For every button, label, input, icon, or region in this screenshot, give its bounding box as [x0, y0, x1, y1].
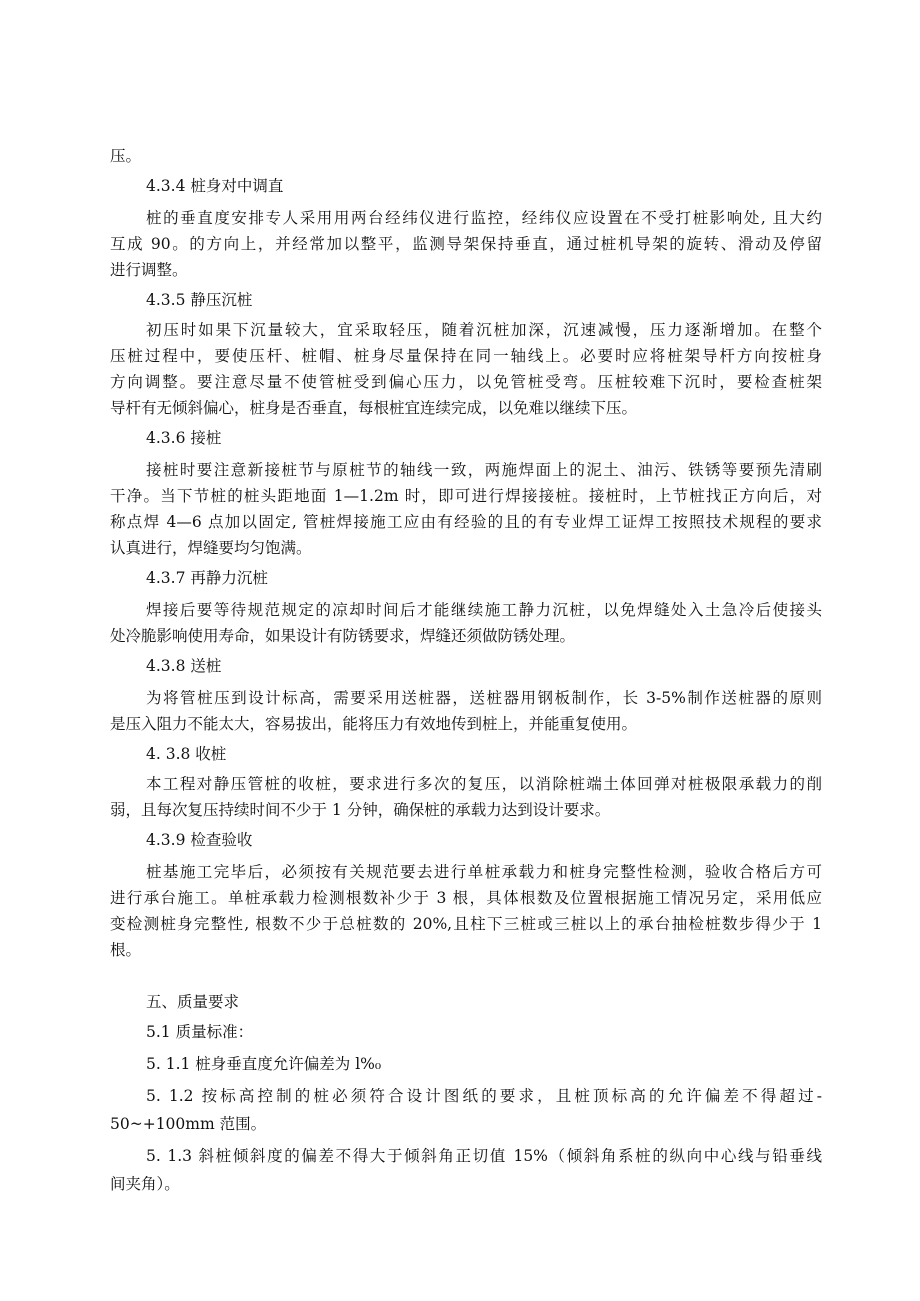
text-line: 根。 [110, 941, 142, 959]
text-line: 变检测桩身完整性, 根数不少于总桩数的 20%,且柱下三桩或三桩以上的承台抽检桩数步得少于 1 [110, 915, 822, 933]
text-line: 焊接后要等待规范规定的凉却时间后才能继续施工静力沉桩，以免焊缝处入土急冷后使接头 [146, 601, 822, 619]
text-line: 弱，且每次复压持续时间不少于 1 分钟，确保桩的承载力达到设计要求。 [110, 801, 611, 819]
text-line: 50~+100mm 范围。 [110, 1115, 267, 1133]
text-line: 互成 90。的方向上，并经常加以整平，监测导架保持垂直，通过桩机导架的旋转、滑动及停留 [110, 235, 822, 253]
section-heading-4-3-4: 4.3.4 桩身对中调直 [146, 177, 284, 195]
text-line: 桩基施工完毕后，必须按有关规范要去进行单桩承载力和桩身完整性检测，验收合格后方可 [146, 863, 822, 881]
section-heading-4-3-9: 4.3.9 检查验收 [146, 831, 253, 849]
section-heading-5-1: 5.1 质量标准： [146, 1023, 254, 1041]
text-line: 处冷脆影响使用寿命，如果设计有防锈要求，焊缝还须做防锈处理。 [110, 627, 576, 645]
text-line: 进行调整。 [110, 261, 188, 279]
text-line: 压桩过程中，要使压杆、桩帽、桩身尽量保持在同一轴线上。必要时应将桩架导杆方向按桩身 [110, 347, 822, 365]
section-heading-4-3-5: 4.3.5 静压沉桩 [146, 291, 253, 309]
section-heading-4-3-8: 4.3.8 送桩 [146, 657, 222, 675]
text-line: 5. 1.2 按标高控制的桩必须符合设计图纸的要求，且桩顶标高的允许偏差不得超过- [146, 1087, 822, 1105]
text-line: 认真进行，焊缝要均匀饱满。 [110, 539, 312, 557]
section-heading-4-3-6: 4.3.6 接桩 [146, 429, 222, 447]
text-line: 5. 1.3 斜桩倾斜度的偏差不得大于倾斜角正切值 15%（倾斜角系桩的纵向中心线与铅垂线 [146, 1147, 822, 1165]
text-line: 进行承台施工。单桩承载力检测根数补少于 3 根，具体根数及位置根据施工情况另定，采用低应 [110, 889, 822, 907]
text-line: 桩的垂直度安排专人采用用两台经纬仪进行监控，经纬仪应设置在不受打桩影响处, 且大约 [146, 209, 822, 227]
text-line: 导杆有无倾斜偏心，桩身是否垂直，每根桩宜连续完成，以免难以继续下压。 [110, 399, 638, 417]
text-line: 本工程对静压管桩的收桩，要求进行多次的复压，以消除桩端土体回弹对桩极限承载力的削 [146, 775, 822, 793]
chapter-heading-quality: 五、质量要求 [146, 993, 240, 1011]
section-heading-4-3-7: 4.3.7 再静力沉桩 [146, 569, 268, 587]
text-line: 是压入阻力不能太大，容易拔出，能将压力有效地传到桩上，并能重复使用。 [110, 715, 638, 733]
text-line: 称点焊 4—6 点加以固定, 管桩焊接施工应由有经验的且的有专业焊工证焊工按照技术规程的要求 [110, 513, 822, 531]
text-line: 为将管桩压到设计标高，需要采用送桩器，送桩器用钢板制作，长 3-5%制作送桩器的原则 [146, 689, 822, 707]
text-line: 间夹角）。 [110, 1175, 180, 1193]
section-heading-4-3-8b: 4. 3.8 收桩 [146, 745, 227, 763]
text-line: 接桩时要注意新接桩节与原桩节的轴线一致，两施焊面上的泥土、油污、铁锈等要预先清刷 [146, 461, 822, 479]
text-line: 压。 [110, 147, 142, 165]
text-line: 方向调整。要注意尽量不使管桩受到偏心压力，以免管桩受弯。压桩较难下沉时，要检查桩架 [110, 373, 822, 391]
text-line: 干净。当下节桩的桩头距地面 1—1.2m 时，即可进行焊接接桩。接桩时，上节桩找正方向后，对 [110, 487, 822, 505]
text-line: 初压时如果下沉量较大，宜采取轻压，随着沉桩加深，沉速减慢，压力逐渐增加。在整个 [146, 321, 822, 339]
text-line: 5. 1.1 桩身垂直度允许偏差为 l%₀ [146, 1055, 382, 1073]
